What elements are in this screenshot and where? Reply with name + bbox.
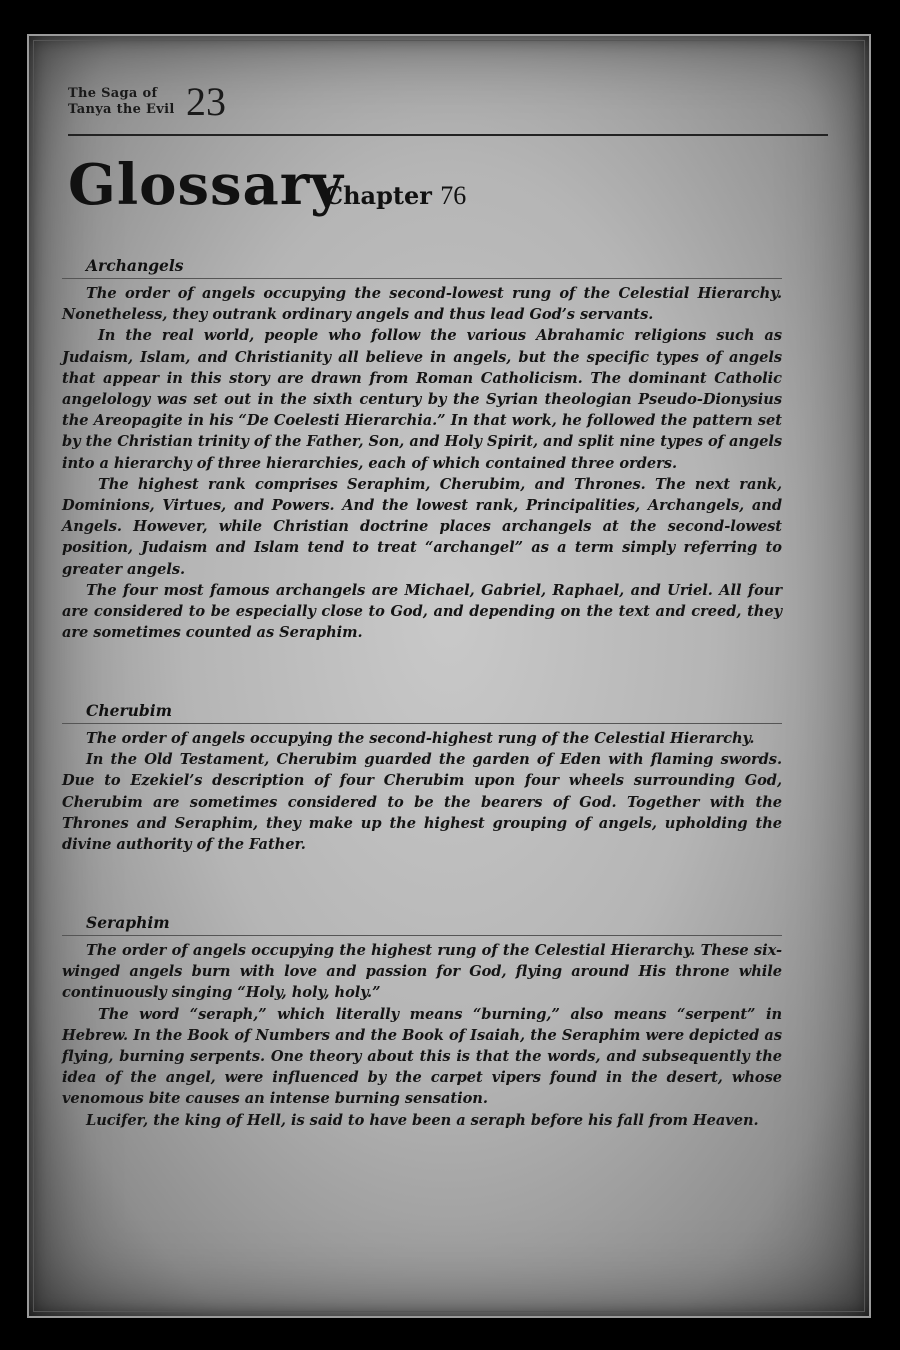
- entry-heading: Archangels: [62, 256, 782, 279]
- series-title-line-1: The Saga of: [68, 86, 158, 101]
- series-title: [68, 86, 175, 118]
- glossary-entry-archangels: [62, 256, 782, 643]
- entry-paragraph: In the real world, people who follow the various Abrahamic religions such as Judaism, Islam, and Christianity all believe in angels, but the specific types of angels that appear in this story are drawn from Roman Catholicism. The dominant Catholic angelology was set out in the sixth century by the Syrian theologian Pseudo-Dionysius the Areopagite in his “De Coelesti Hierarchia.” In that work, he followed the pattern set by the Christian trinity of the Father, Son, and Holy Spirit, and split nine types of angels into a hierarchy of three hierarchies, each of which contained three orders.: [62, 327, 782, 472]
- glossary-title: Glossary: [68, 152, 344, 218]
- entry-paragraph: The order of angels occupying the highest rung of the Celestial Hierarchy. These six-winged angels burn with love and passion for God, flying around His throne while continuously singing “Holy, holy, holy.”: [62, 942, 782, 1002]
- entry-paragraph: The order of angels occupying the second-highest rung of the Celestial Hierarchy.: [86, 730, 755, 747]
- chapter-label: [324, 180, 466, 212]
- entry-heading: Seraphim: [62, 913, 782, 936]
- chapter-word: Chapter: [324, 181, 432, 210]
- glossary-entry-cherubim: [62, 701, 782, 855]
- glossary-entry-seraphim: [62, 913, 782, 1131]
- series-title-line-2: Tanya the Evil: [68, 102, 175, 117]
- entry-heading: Cherubim: [62, 701, 782, 724]
- volume-number: 23: [186, 79, 226, 124]
- chapter-number: 76: [440, 181, 467, 210]
- entry-paragraph: The word “seraph,” which literally means “burning,” also means “serpent” in Hebrew. In the Book of Numbers and the Book of Isaiah, the Seraphim were depicted as flying, burning serpents. One theory about this is that the words, and subsequently the idea of the angel, were influenced by the carpet vipers found in the desert, whose venomous bite causes an intense burning sensation.: [62, 1005, 782, 1108]
- entry-paragraph: Lucifer, the king of Hell, is said to have been a seraph before his fall from Heaven.: [86, 1111, 759, 1129]
- entry-paragraph: The four most famous archangels are Michael, Gabriel, Raphael, and Uriel. All four are considered to be especially close to God, and depending on the text and creed, they are sometimes counted as Seraphim.: [62, 581, 782, 642]
- entry-paragraph: In the Old Testament, Cherubim guarded the garden of Eden with flaming swords. Due to Ezekiel’s description of four Cherubim upon four wheels surrounding God, Cherubim are sometimes considered to be the bearers of God. Together with the Thrones and Seraphim, they make up the highest grouping of angels, upholding the divine authority of the Father.: [62, 751, 782, 854]
- entry-paragraph: The highest rank comprises Seraphim, Cherubim, and Thrones. The next rank, Dominions, Virtues, and Powers. And the lowest rank, Principalities, Archangels, and Angels. However, while Christian doctrine places archangels at the second-lowest position, Judaism and Islam tend to treat “archangel” as a term simply referring to greater angels.: [62, 475, 782, 578]
- entry-paragraph: The order of angels occupying the second-lowest rung of the Celestial Hierarchy. Nonetheless, they outrank ordinary angels and thus lead God’s servants.: [62, 285, 782, 324]
- running-header: [68, 79, 828, 136]
- page-title: [68, 150, 768, 230]
